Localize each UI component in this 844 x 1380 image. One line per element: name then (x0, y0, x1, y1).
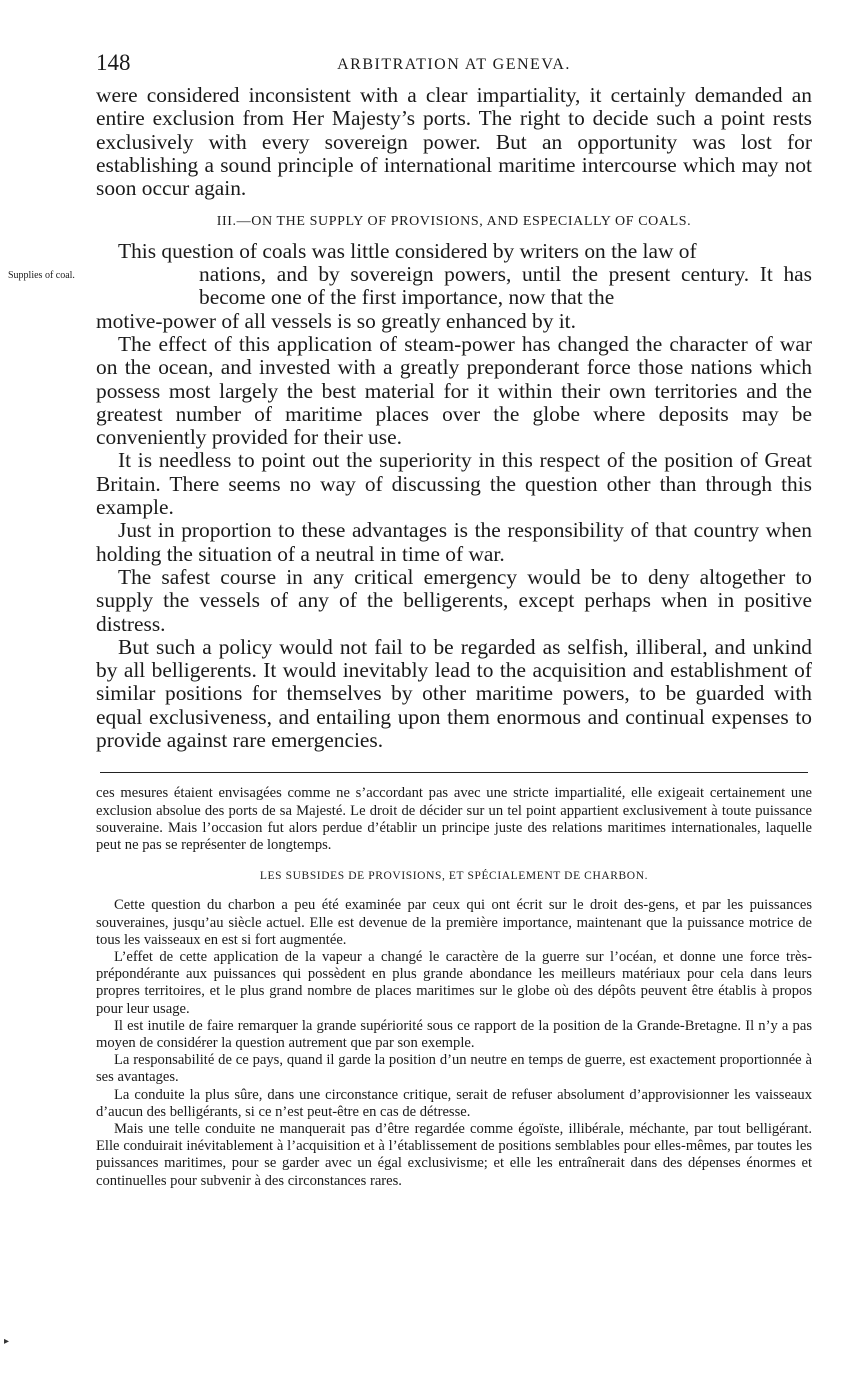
english-paragraph-6: But such a policy would not fail to be regarded as selfish, illiberal, and unkind by all belligerents. It would inevitably lead to the acquisition and establishment of similar positions for themselves by other maritime powers, to be guarded with equal exclusiveness, and entailing upon them enormous and continual expenses to provide against rare emergencies. (96, 634, 812, 753)
english-paragraph-4: Just in proportion to these advantages is the responsibility of that country when holding the situation of a neutral in time of war. (96, 518, 812, 566)
french-paragraph-3: Il est inutile de faire remarquer la grande supériorité sous ce rapport de la position de la Grande-Bretagne. Il n’y a pas moyen de considérer la question autrement que par son exemple. (96, 1017, 812, 1051)
page-edge-mark: ▸ (4, 1336, 10, 1347)
english-paragraph-5: The safest course in any critical emergency would be to deny altogether to supply the vessels of any of the belligerents, except perhaps when in positive distress. (96, 564, 812, 636)
french-section-heading: LES SUBSIDES DE PROVISIONS, ET SPÉCIALEMENT DE CHARBON. (259, 870, 649, 883)
french-paragraph-4: La responsabilité de ce pays, quand il garde la position d’un neutre en temps de guerre, est exactement proportionnée à ses avantages. (96, 1052, 812, 1086)
running-head: ARBITRATION AT GENEVA. (337, 56, 571, 73)
french-paragraph-1: Cette question du charbon a peu été examinée par ceux qui ont écrit sur le droit des-gens, et par les puissances souveraines, jusqu’au siècle actuel. Elle est devenue de la première importance, maintenant que la puissance motrice de tous les vaisseaux en est si fort augmentée. (96, 897, 812, 948)
french-paragraph-5: La conduite la plus sûre, dans une circonstance critique, serait de refuser absolument d’approvisionner les vaisseaux d’aucun des belligérants, si ce n’est peut-être en cas de détresse. (96, 1086, 812, 1120)
english-text (8, 83, 812, 753)
english-paragraph-1-tail: motive-power of all vessels is so greatly enhanced by it. (96, 308, 576, 333)
page-number: 148 (96, 50, 131, 75)
english-paragraph-2: The effect of this application of steam-power has changed the character of war on the ocean, and invested with a greatly preponderant force those nations which possess most largely the best material for it within their own territories and the greatest number of maritime places over the globe where deposits may be conveniently provided for their use. (96, 331, 812, 450)
english-section-heading: III.—ON THE SUPPLY OF PROVISIONS, AND ESPECIALLY OF COALS. (216, 214, 692, 230)
page-header (96, 44, 812, 84)
book-page (8, 44, 812, 1190)
french-text (96, 785, 812, 1189)
english-paragraph-3: It is needless to point out the superiority in this respect of the position of Great Britain. There seems no way of discussing the question other than through this example. (96, 448, 812, 520)
french-paragraph-6: Mais une telle conduite ne manquerait pas d’être regardée comme égoïste, illibérale, méchante, par tout belligérant. Elle conduirait inévitablement à l’acquisition et à l’établissement de positions semblables pour elles-mêmes, par toutes les puissances maritimes, pour se garder avec un égal exclusivisme; et elle les entraînerait dans des dépenses énormes et continuelles pour subvenir à des circonstances rares. (96, 1120, 812, 1189)
margin-note: Supplies of coal. (8, 269, 75, 281)
english-paragraph-1-narrow-lines: nations, and by sovereign powers, until the present century. It has become one of the first importance, now that the (199, 262, 812, 310)
english-paragraph-1 (8, 238, 812, 333)
french-paragraph-2: L’effet de cette application de la vapeur a changé le caractère de la guerre sur l’océan, et donne une force très-prépondérante aux puissances qui possèdent en plus grande abondance les meilleurs matériaux pour cela dans leurs propres territoires, et le plus grand nombre de places maritimes sur le globe où des dépôts peuvent être établis à propos pour leur usage. (96, 948, 812, 1017)
english-opening-paragraph: were considered inconsistent with a clear impartiality, it certainly demanded an entire exclusion from Her Majesty’s ports. The right to decide such a point rests exclusively with every sovereign power. But an opportunity was lost for establishing a sound principle of international maritime intercourse which may not soon occur again. (96, 83, 812, 201)
footnote-divider (100, 772, 808, 773)
english-paragraph-1-line-1: This question of coals was little considered by writers on the law of (118, 238, 697, 263)
french-opening-paragraph: ces mesures étaient envisagées comme ne s’accordant pas avec une stricte impartialité, elle exigeait certainement une exclusion absolue des ports de sa Majesté. Le droit de décider sur un tel point appartient exclusivement à toute puissance souveraine. Mais l’occasion fut alors perdue d’établir un principe juste des relations maritimes internationales, laquelle peut ne pas se représenter de longtemps. (96, 785, 812, 853)
